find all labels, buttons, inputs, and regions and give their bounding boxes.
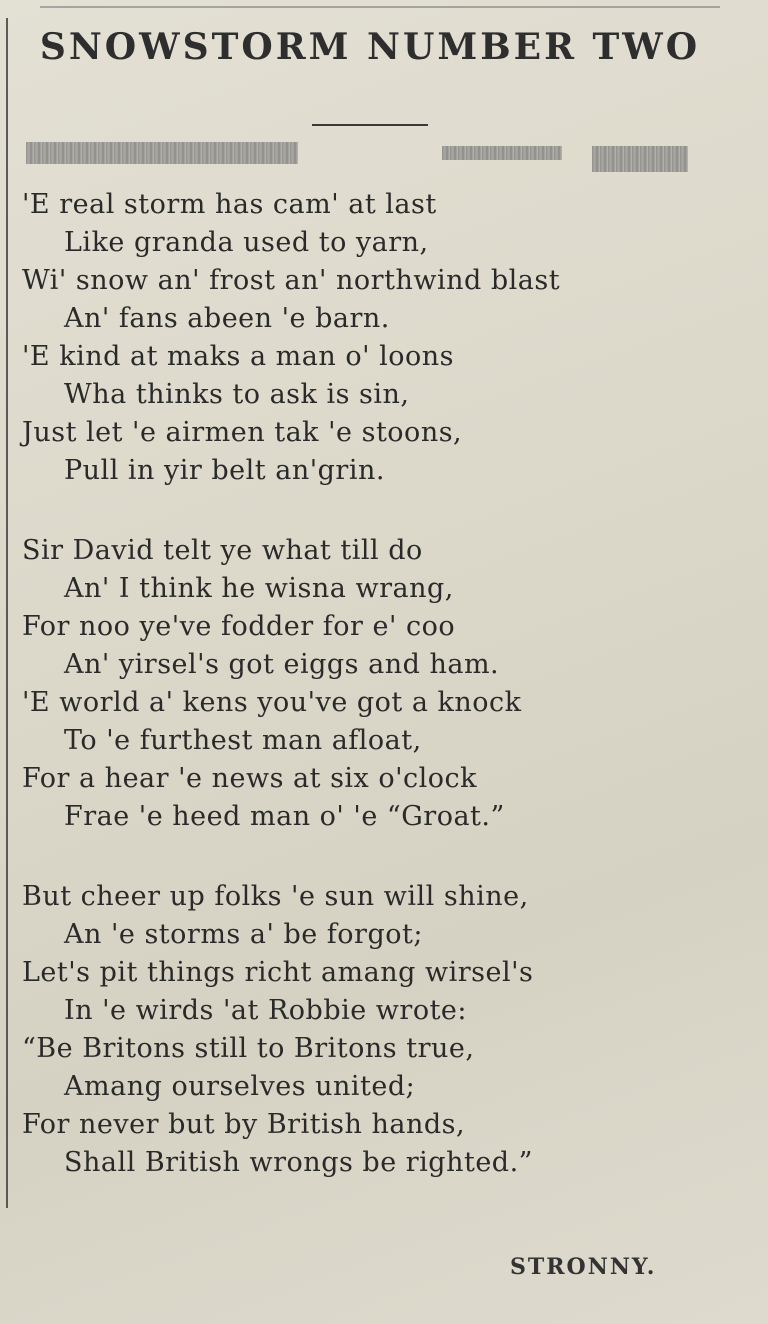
poem-line: 'E kind at maks a man o' loons <box>22 341 454 372</box>
poem-line: Shall British wrongs be righted.” <box>64 1147 533 1178</box>
poem-line: Sir David telt ye what till do <box>22 535 423 566</box>
poem-line: Like granda used to yarn, <box>64 227 429 258</box>
poem-line: For a hear 'e news at six o'clock <box>22 763 478 794</box>
print-smudge <box>26 142 298 164</box>
print-smudge <box>592 146 688 172</box>
poem-line: An' I think he wisna wrang, <box>64 573 454 604</box>
stanza-3 <box>22 878 742 1182</box>
stanza-2 <box>22 532 742 836</box>
poem-line: But cheer up folks 'e sun will shine, <box>22 881 529 912</box>
poem-line: Just let 'e airmen tak 'e stoons, <box>22 417 463 448</box>
poem-line: 'E world a' kens you've got a knock <box>22 687 522 718</box>
title-divider <box>312 124 428 126</box>
poem-line: Pull in yir belt an'grin. <box>64 455 385 486</box>
poem-line: An' fans abeen 'e barn. <box>64 303 390 334</box>
poem-line: An 'e storms a' be forgot; <box>64 919 423 950</box>
poem-body <box>22 186 742 1224</box>
poem-line: Amang ourselves united; <box>64 1071 416 1102</box>
poem-line: Wha thinks to ask is sin, <box>64 379 410 410</box>
poem-line: Wi' snow an' frost an' northwind blast <box>22 265 561 296</box>
poem-title: SNOWSTORM NUMBER TWO <box>39 26 701 68</box>
poem-line: An' yirsel's got eiggs and ham. <box>64 649 500 680</box>
top-border-rule <box>40 6 720 8</box>
poem-line: In 'e wirds 'at Robbie wrote: <box>64 995 467 1026</box>
poem-line: To 'e furthest man afloat, <box>64 725 422 756</box>
poem-line: Frae 'e heed man o' 'e “Groat.” <box>64 801 505 832</box>
stanza-1 <box>22 186 742 490</box>
poem-line: Let's pit things richt amang wirsel's <box>22 957 534 988</box>
poem-line: 'E real storm has cam' at last <box>22 189 437 220</box>
poem-line: For noo ye've fodder for e' coo <box>22 611 456 642</box>
print-smudge <box>442 146 562 160</box>
author-signature: STRONNY. <box>510 1254 657 1280</box>
poem-line: For never but by British hands, <box>22 1109 466 1140</box>
left-column-rule <box>6 18 8 1208</box>
poem-line: “Be Britons still to Britons true, <box>22 1033 475 1064</box>
